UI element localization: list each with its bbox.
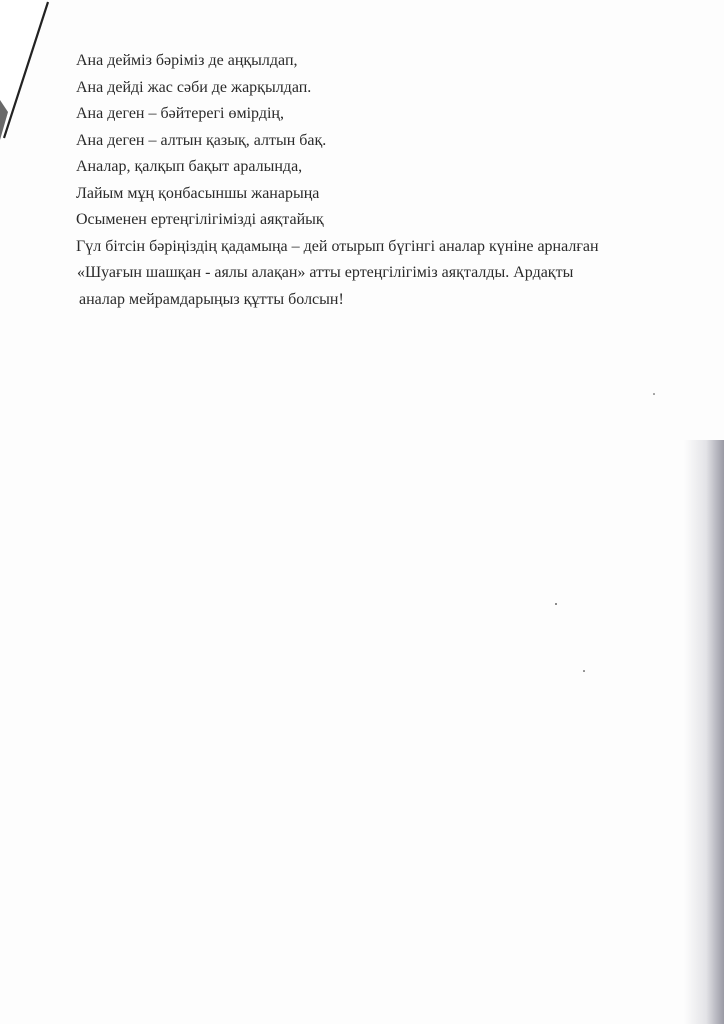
- poem-line: Осыменен ертеңгілігімізді аяқтайық: [76, 211, 324, 228]
- scan-speck: [653, 393, 655, 395]
- poem-line: Ана дейміз бәріміз де аңқылдап,: [76, 52, 298, 69]
- scan-speck: [583, 670, 585, 672]
- poem-line: Ана деген – бәйтерегі өмірдің,: [76, 105, 284, 122]
- document-text: [76, 48, 676, 313]
- closing-line: Гүл бітсін бәріңіздің қадамыңа – дей отырып бүгінгі аналар күніне арналған: [76, 237, 599, 255]
- poem-line: Аналар, қалқып бақыт аралында,: [76, 158, 303, 175]
- poem-line: Ана деген – алтын қазық, алтын бақ.: [76, 131, 327, 149]
- scan-speck: [555, 603, 557, 605]
- scan-edge-shadow: [684, 440, 724, 1024]
- closing-paragraph: [76, 234, 676, 314]
- poem-line: Ана дейді жас сәби де жарқылдап.: [76, 78, 312, 96]
- closing-line: «Шуағын шашқан - аялы алақан» атты ертеңгілігіміз аяқталды. Ардақты: [77, 264, 574, 281]
- poem-line: Лайым мұң қонбасыншы жанарыңа: [76, 184, 320, 202]
- closing-line: аналар мейрамдарыңыз құтты болсын!: [79, 290, 344, 308]
- scan-corner-artifact: [0, 0, 60, 140]
